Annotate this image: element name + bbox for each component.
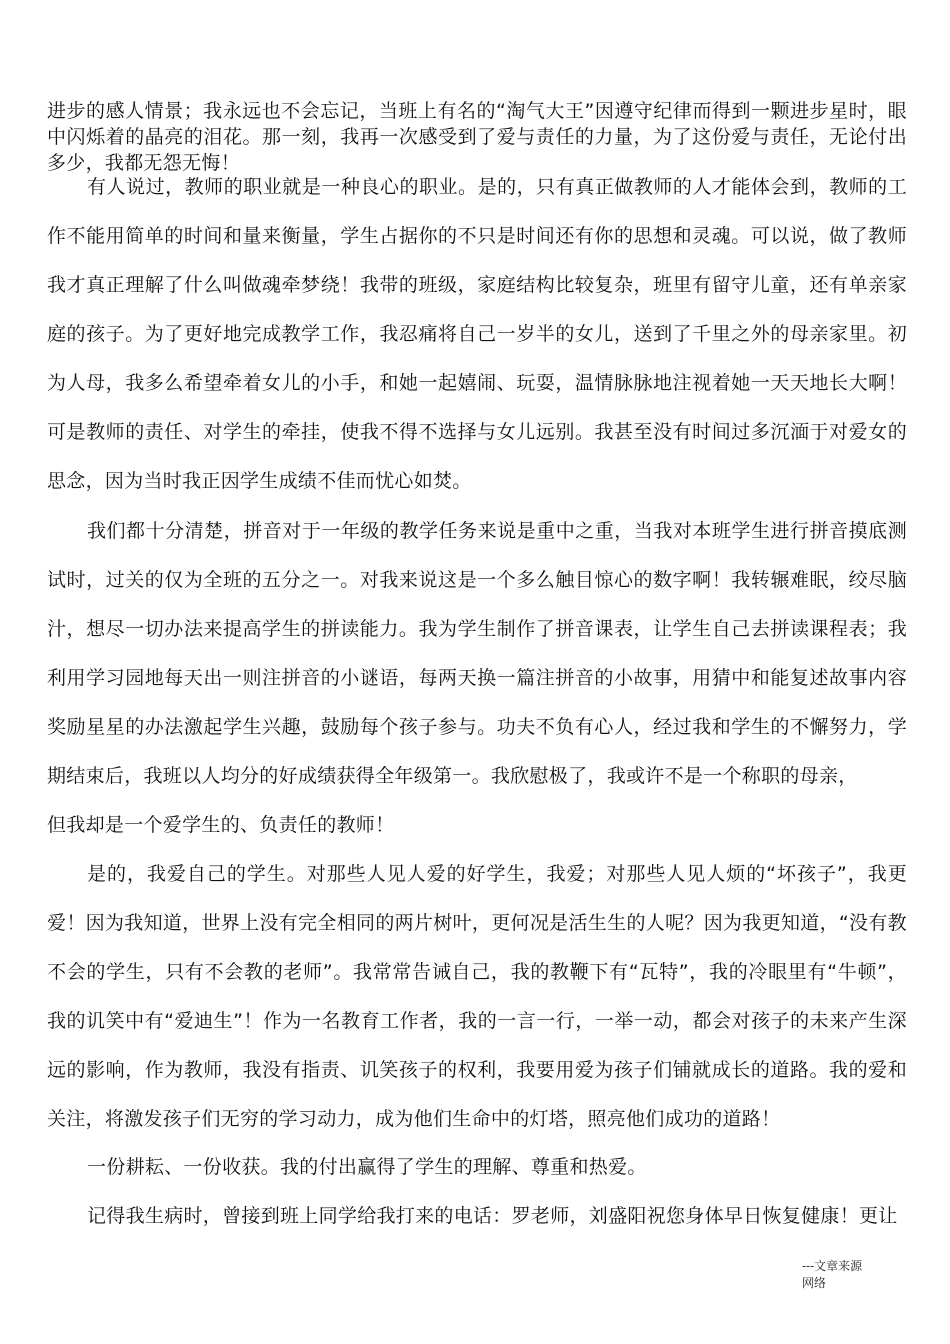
paragraph-3: 我们都十分清楚，拼音对于一年级的教学任务来说是重中之重，当我对本班学生进行拼音摸底测试时，过关的仅为全班的五分之一。对我来说这是一个多么触目惊心的数字啊！我转辗难眠，绞尽脑汁，想尽一切办法来提高学生的拼读能力。我为学生制作了拼音课表，让学生自己去拼读课程表；我利用学习园地每天出一则注拼音的小谜语，每两天换一篇注拼音的小故事，用猜中和能复述故事内容奖励星星的办法激起学生兴趣，鼓励每个孩子参与。功夫不负有心人，经过我和学生的不懈努力，学期结束后，我班以人均分的好成绩获得全年级第一。我欣慰极了，我或许不是一个称职的母亲， [47, 520, 907, 787]
paragraph-2: 有人说过，教师的职业就是一种良心的职业。是的，只有真正做教师的人才能体会到，教师的工作不能用简单的时间和量来衡量，学生占据你的不只是时间还有你的思想和灵魂。可以说，做了教师我才真正理解了什么叫做魂牵梦绕！我带的班级，家庭结构比较复杂，班里有留守儿童，还有单亲家庭的孩子。为了更好地完成教学工作，我忍痛将自己一岁半的女儿，送到了千里之外的母亲家里。初为人母，我多么希望牵着女儿的小手，和她一起嬉闹、玩耍，温情脉脉地注视着她一天天地长大啊！可是教师的责任、对学生的牵挂，使我不得不选择与女儿远别。我甚至没有时间过多沉湎于对爱女的思念，因为当时我正因学生成绩不佳而忧心如焚。 [47, 176, 907, 492]
paragraph-1: 进步的感人情景；我永远也不会忘记，当班上有名的“淘气大王”因遵守纪律而得到一颗进步星时，眼中闪烁着的晶亮的泪花。那一刻，我再一次感受到了爱与责任的力量，为了这份爱与责任，无论付出多少，我都无怨无悔！ [47, 100, 907, 174]
paragraph-7: 记得我生病时，曾接到班上同学给我打来的电话：罗老师，刘盛阳祝您身体早日恢复健康！更让 [87, 1205, 898, 1227]
paragraph-4: 但我却是一个爱学生的、负责任的教师！ [47, 814, 395, 836]
paragraph-6: 一份耕耘、一份收获。我的付出赢得了学生的理解、尊重和热爱。 [87, 1156, 647, 1178]
paragraph-5: 是的，我爱自己的学生。对那些人见人爱的好学生，我爱；对那些人见人烦的“坏孩子”，我更爱！因为我知道，世界上没有完全相同的两片树叶，更何况是活生生的人呢？因为我更知道，“没有教不会的学生，只有不会教的老师”。我常常告诫自己，我的教鞭下有“瓦特”，我的冷眼里有“牛顿”，我的讥笑中有“爱迪生”！作为一名教育工作者，我的一言一行，一举一动，都会对孩子的未来产生深远的影响，作为教师，我没有指责、讥笑孩子的权利，我要用爱为孩子们铺就成长的道路。我的爱和关注，将激发孩子们无穷的学习动力，成为他们生命中的灯塔，照亮他们成功的道路！ [47, 863, 907, 1130]
source-footer: ---文章来源网络 [802, 1259, 863, 1290]
